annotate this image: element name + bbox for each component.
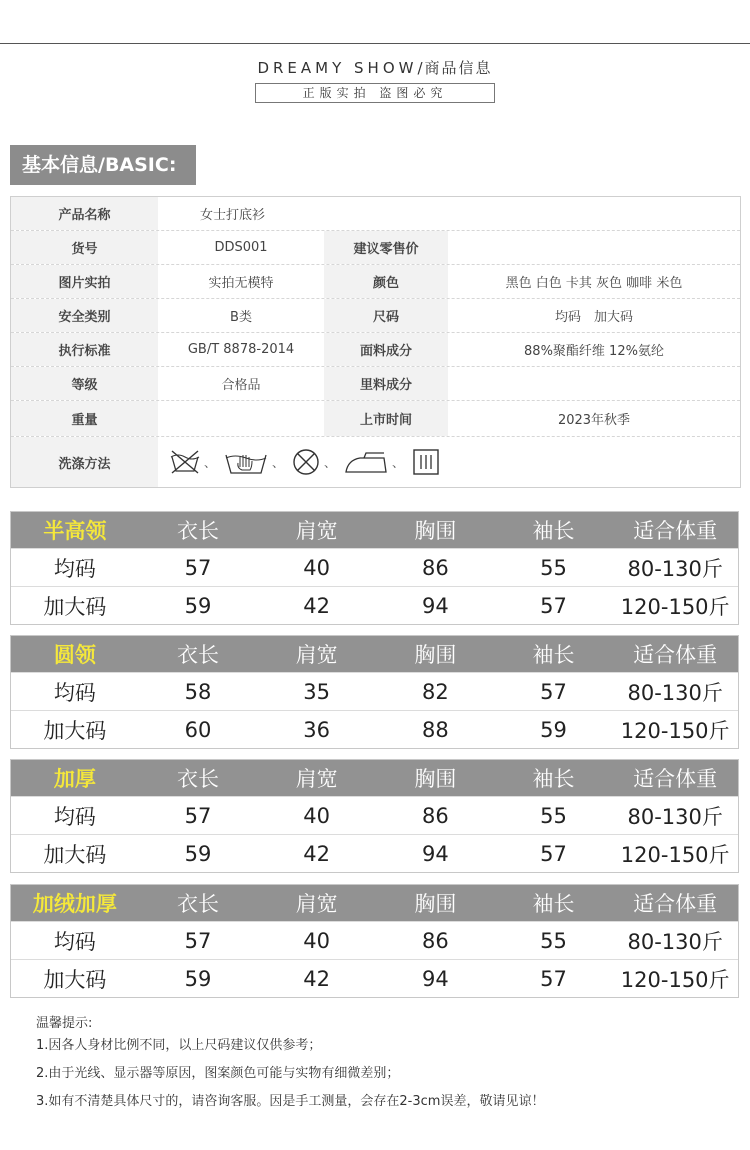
size-value: 均码 加大码 (554, 310, 633, 325)
wash-label: 洗涤方法 (11, 437, 158, 487)
value-cell: 42 (303, 593, 331, 618)
dry-clean-icon (412, 448, 440, 476)
size-table (10, 635, 739, 749)
size-cell: 均码 (53, 929, 96, 954)
tip-item: 1.因各人身材比例不同，以上尺码建议仅供参考； (36, 1038, 322, 1053)
photo-value: 实拍无模特 (208, 276, 274, 291)
value-cell: 94 (421, 841, 449, 866)
column-header: 胸围 (414, 643, 457, 667)
wash-separator: 、 (204, 455, 217, 470)
value-cell: 80-130斤 (627, 804, 723, 829)
column-header: 袖长 (532, 767, 575, 791)
column-header: 适合体重 (633, 643, 718, 667)
value-cell: 59 (184, 593, 212, 618)
table-row (11, 959, 738, 997)
basic-row (11, 197, 740, 231)
no-tumble-dry-icon (292, 448, 320, 476)
value-cell: 35 (303, 679, 331, 704)
value-cell: 60 (184, 717, 212, 742)
value-cell: 120-150斤 (620, 718, 730, 743)
size-cell: 均码 (53, 680, 96, 705)
column-header: 肩宽 (295, 519, 338, 543)
basic-row (11, 437, 740, 487)
basic-row (11, 401, 740, 437)
weight-value (158, 401, 324, 436)
grade-value: 合格品 (221, 378, 261, 393)
style-name: 圆领 (53, 643, 96, 667)
value-cell: 40 (303, 803, 331, 828)
column-header: 袖长 (532, 519, 575, 543)
basic-row (11, 333, 740, 367)
grade-label: 等级 (11, 367, 158, 400)
safety-value: B类 (230, 310, 252, 325)
color-value: 黑色 白色 卡其 灰色 咖啡 米色 (505, 276, 683, 291)
value-cell: 36 (303, 717, 331, 742)
price-label: 建议零售价 (324, 231, 448, 264)
value-cell: 80-130斤 (627, 680, 723, 705)
table-row (11, 672, 738, 710)
size-cell: 加大码 (43, 718, 107, 743)
launch-value: 2023年秋季 (557, 413, 631, 428)
value-cell: 57 (184, 803, 212, 828)
product-name-label: 产品名称 (11, 197, 158, 230)
style-name: 加厚 (53, 767, 96, 791)
value-cell: 80-130斤 (627, 929, 723, 954)
column-header: 适合体重 (633, 767, 718, 791)
photo-label: 图片实拍 (11, 265, 158, 298)
basic-row (11, 299, 740, 333)
fabric-value: 88%聚酯纤维 12%氨纶 (524, 344, 664, 359)
value-cell: 58 (184, 679, 212, 704)
iron-icon (344, 450, 388, 474)
style-name: 加绒加厚 (32, 892, 117, 916)
tips-section (36, 1014, 544, 1120)
value-cell: 57 (540, 841, 567, 866)
value-cell: 80-130斤 (627, 556, 723, 581)
size-cell: 均码 (53, 804, 96, 829)
value-cell: 55 (540, 803, 567, 828)
table-row (11, 586, 738, 624)
tips-title: 温馨提示: (36, 1016, 93, 1031)
wash-separator: 、 (324, 455, 337, 470)
lining-label: 里料成分 (324, 367, 448, 400)
size-cell: 加大码 (43, 842, 107, 867)
sku-value: DDS001 (214, 240, 268, 255)
value-cell: 59 (540, 717, 567, 742)
value-cell: 42 (303, 966, 331, 991)
size-table-header (11, 885, 738, 921)
tip-item: 2.由于光线、显示器等原因，图案颜色可能与实物有细微差别； (36, 1066, 400, 1081)
size-table-header (11, 760, 738, 796)
section-title: 基本信息/BASIC: (10, 145, 196, 185)
table-row (11, 710, 738, 748)
sku-label: 货号 (11, 231, 158, 264)
price-value (448, 231, 740, 264)
size-table-header (11, 512, 738, 548)
wash-separator: 、 (272, 455, 285, 470)
value-cell: 86 (421, 803, 449, 828)
column-header: 胸围 (414, 519, 457, 543)
weight-label: 重量 (11, 401, 158, 436)
no-wash-icon (170, 449, 200, 475)
value-cell: 42 (303, 841, 331, 866)
brand-name: DREAMY SHOW (257, 59, 418, 77)
column-header: 肩宽 (295, 767, 338, 791)
value-cell: 120-150斤 (620, 842, 730, 867)
value-cell: 82 (421, 679, 449, 704)
launch-label: 上市时间 (324, 401, 448, 436)
brand-suffix: /商品信息 (417, 59, 493, 77)
value-cell: 57 (540, 679, 567, 704)
value-cell: 57 (540, 593, 567, 618)
value-cell: 94 (421, 593, 449, 618)
column-header: 袖长 (532, 892, 575, 916)
column-header: 适合体重 (633, 519, 718, 543)
hand-wash-icon (224, 449, 268, 475)
size-cell: 加大码 (43, 594, 107, 619)
value-cell: 59 (184, 841, 212, 866)
wash-icons (158, 437, 440, 487)
size-table-header (11, 636, 738, 672)
table-row (11, 796, 738, 834)
column-header: 肩宽 (295, 643, 338, 667)
column-header: 衣长 (176, 892, 219, 916)
value-cell: 40 (303, 555, 331, 580)
standard-value: GB/T 8878-2014 (187, 342, 295, 357)
value-cell: 57 (184, 555, 212, 580)
safety-label: 安全类别 (11, 299, 158, 332)
column-header: 衣长 (176, 519, 219, 543)
table-row (11, 921, 738, 959)
basic-row (11, 231, 740, 265)
basic-info-table (10, 196, 741, 488)
column-header: 适合体重 (633, 892, 718, 916)
value-cell: 57 (540, 966, 567, 991)
fabric-label: 面料成分 (324, 333, 448, 366)
value-cell: 86 (421, 928, 449, 953)
column-header: 肩宽 (295, 892, 338, 916)
tip-item: 3.如有不清楚具体尺寸的，请咨询客服。因是手工测量，会存在2-3cm误差，敬请见谅！ (36, 1094, 545, 1109)
size-label: 尺码 (324, 299, 448, 332)
brand-title (0, 57, 750, 78)
lining-value (448, 367, 740, 400)
value-cell: 57 (184, 928, 212, 953)
standard-label: 执行标准 (11, 333, 158, 366)
column-header: 衣长 (176, 643, 219, 667)
value-cell: 94 (421, 966, 449, 991)
table-row (11, 548, 738, 586)
size-cell: 加大码 (43, 967, 107, 992)
wash-separator: 、 (392, 455, 405, 470)
value-cell: 86 (421, 555, 449, 580)
value-cell: 120-150斤 (620, 594, 730, 619)
size-cell: 均码 (53, 556, 96, 581)
size-table (10, 511, 739, 625)
product-name-value: 女士打底衫 (200, 208, 266, 223)
color-label: 颜色 (324, 265, 448, 298)
value-cell: 55 (540, 928, 567, 953)
value-cell: 88 (421, 717, 449, 742)
size-table (10, 884, 739, 998)
value-cell: 59 (184, 966, 212, 991)
basic-row (11, 265, 740, 299)
authenticity-notice: 正版实拍 盗图必究 (255, 83, 495, 103)
column-header: 衣长 (176, 767, 219, 791)
column-header: 胸围 (414, 767, 457, 791)
size-table (10, 759, 739, 873)
value-cell: 120-150斤 (620, 967, 730, 992)
style-name: 半高领 (43, 519, 107, 543)
value-cell: 55 (540, 555, 567, 580)
top-divider (0, 43, 750, 44)
value-cell: 40 (303, 928, 331, 953)
basic-row (11, 367, 740, 401)
column-header: 袖长 (532, 643, 575, 667)
column-header: 胸围 (414, 892, 457, 916)
table-row (11, 834, 738, 872)
